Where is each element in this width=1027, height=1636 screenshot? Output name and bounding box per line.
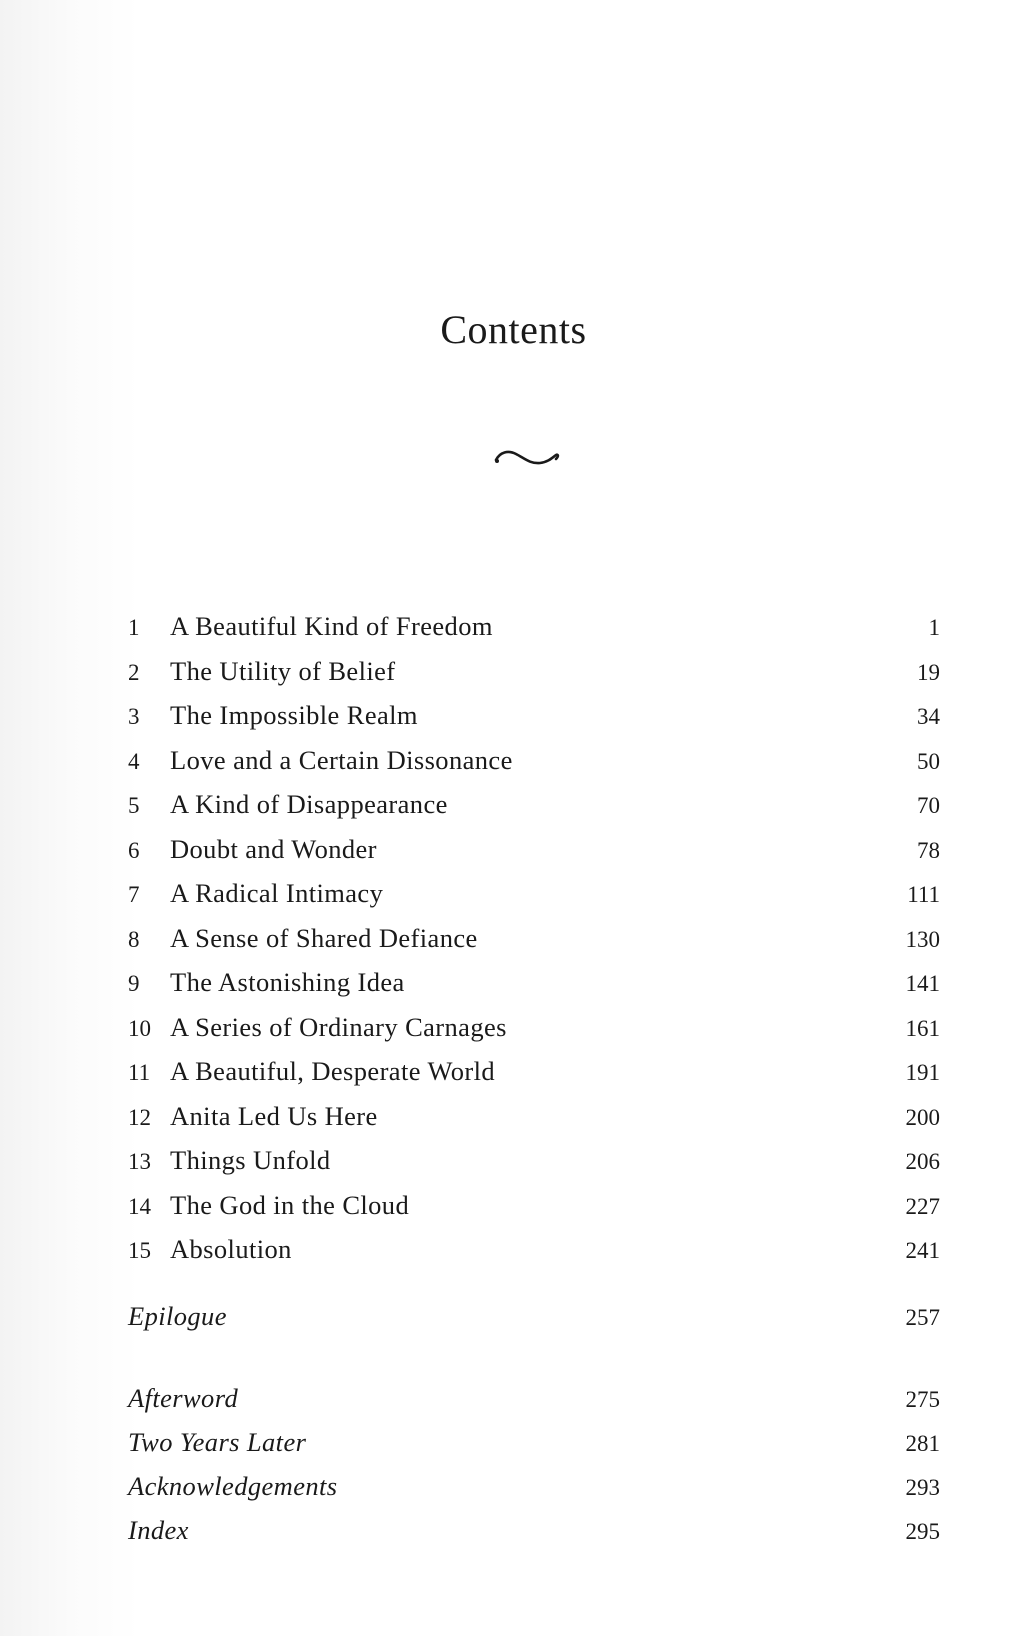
page-number: 78 [917,837,940,863]
chapter-list [128,604,940,1272]
page-number: 111 [907,882,940,907]
epilogue-section [128,1294,940,1339]
backmatter-list [128,1376,940,1552]
chapter-number: 11 [128,1060,151,1085]
toc-entry-acknowledgements[interactable] [128,1464,940,1508]
toc-entry[interactable] [128,960,940,1005]
page-number: 50 [917,748,940,774]
toc-entry-two-years-later[interactable] [128,1420,940,1464]
chapter-number: 6 [128,837,140,863]
chapter-title: The Astonishing Idea [170,967,405,997]
chapter-title: A Series of Ordinary Carnages [170,1011,507,1042]
page-number: 70 [917,793,940,818]
swash-ornament-icon [492,446,564,472]
section-title: Index [128,1515,189,1545]
toc-entry[interactable] [128,1183,940,1228]
page-number: 295 [905,1519,940,1544]
toc-entry-epilogue[interactable] [128,1294,940,1339]
chapter-number: 14 [128,1193,151,1219]
page-number: 275 [905,1387,940,1412]
toc-entry-afterword[interactable] [128,1376,940,1420]
page-number: 191 [905,1060,940,1085]
chapter-title: A Beautiful Kind of Freedom [170,611,493,641]
toc-entry[interactable] [128,738,940,783]
toc-entry[interactable] [128,827,940,872]
page-number: 130 [905,926,940,952]
page-number: 200 [905,1104,940,1130]
toc-entry[interactable] [128,604,940,649]
chapter-title: Love and a Certain Dissonance [170,744,513,775]
toc-entry[interactable] [128,1049,940,1094]
chapter-number: 13 [128,1149,151,1174]
toc-entry[interactable] [128,1227,940,1272]
chapter-number: 12 [128,1104,151,1130]
chapter-number: 8 [128,926,140,952]
page-number: 227 [905,1193,940,1219]
chapter-number: 7 [128,882,140,907]
page-number: 257 [905,1305,940,1330]
section-title: Afterword [128,1383,239,1413]
toc-entry-index[interactable] [128,1508,940,1552]
section-title: Two Years Later [128,1427,307,1457]
chapter-title: A Sense of Shared Defiance [170,922,478,953]
toc-entry[interactable] [128,1094,940,1139]
chapter-number: 3 [128,704,140,729]
chapter-title: Things Unfold [170,1145,331,1175]
toc-entry[interactable] [128,782,940,827]
chapter-number: 4 [128,748,140,774]
chapter-number: 15 [128,1238,151,1263]
chapter-title: Absolution [170,1234,292,1264]
section-title: Acknowledgements [128,1471,338,1501]
toc-entry[interactable] [128,649,940,694]
page-number: 1 [928,615,940,640]
page-number: 281 [905,1431,940,1456]
chapter-number: 10 [128,1015,151,1041]
chapter-title: The Impossible Realm [170,700,418,730]
chapter-title: A Kind of Disappearance [170,789,448,819]
chapter-number: 1 [128,615,140,640]
chapter-number: 5 [128,793,140,818]
chapter-title: Doubt and Wonder [170,833,377,864]
page-number: 34 [917,704,940,729]
chapter-title: A Radical Intimacy [170,878,384,908]
toc-entry[interactable] [128,871,940,916]
section-title: Epilogue [128,1301,227,1331]
page-number: 241 [905,1238,940,1263]
chapter-title: The Utility of Belief [170,655,396,686]
chapter-title: The God in the Cloud [170,1189,410,1220]
chapter-title: A Beautiful, Desperate World [170,1056,496,1086]
toc-entry[interactable] [128,1138,940,1183]
chapter-title: Anita Led Us Here [170,1100,378,1131]
toc-entry[interactable] [128,693,940,738]
page-number: 19 [917,659,940,685]
toc-entry[interactable] [128,1005,940,1050]
page-number: 206 [905,1149,940,1174]
chapter-number: 9 [128,971,140,996]
toc-entry[interactable] [128,916,940,961]
page-number: 161 [905,1015,940,1041]
page-title: Contents [440,307,587,352]
page-number: 293 [905,1475,940,1500]
chapter-number: 2 [128,659,140,685]
page-number: 141 [905,971,940,996]
